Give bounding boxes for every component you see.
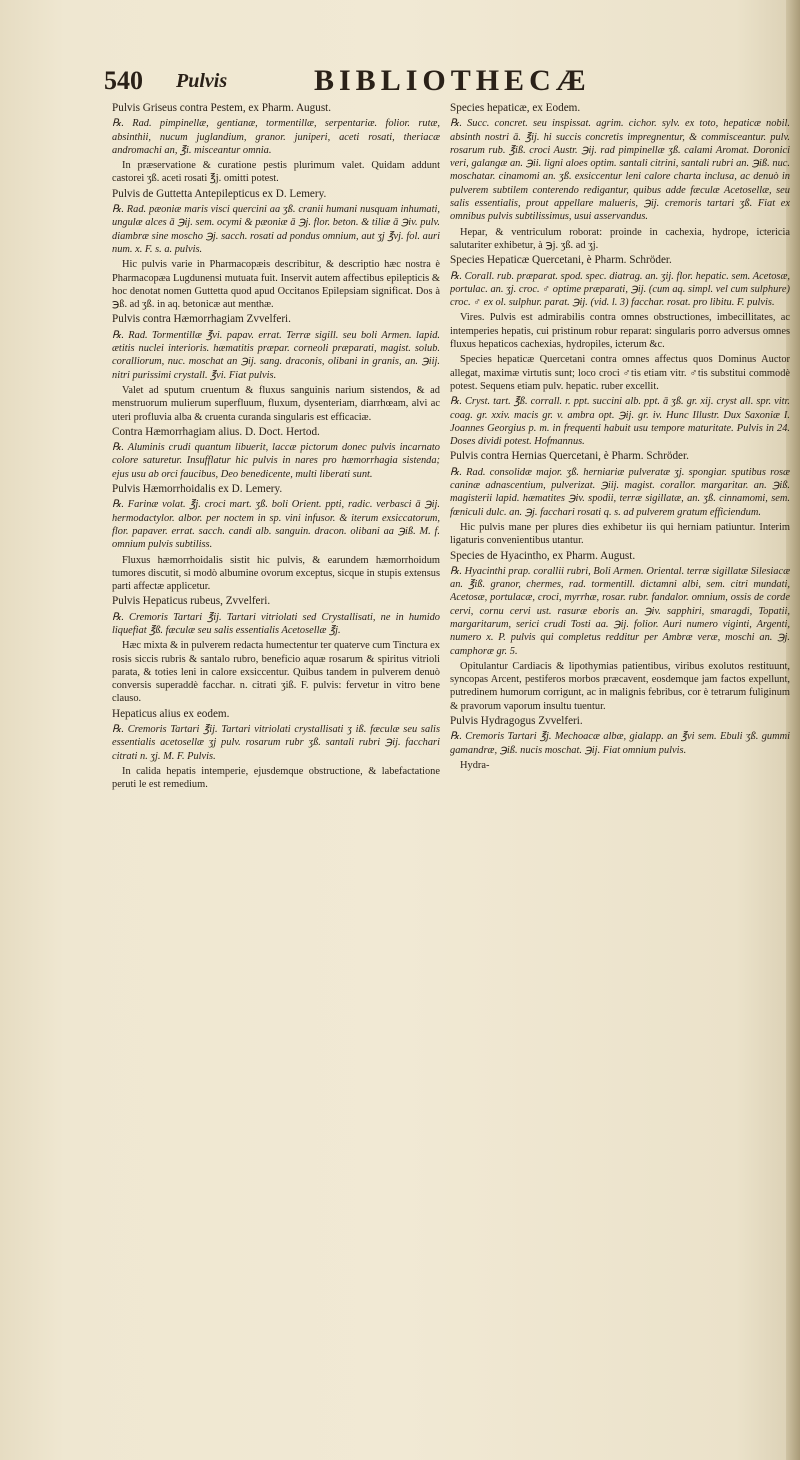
recipe-text: ℞. Cremoris Tartari ℥ij. Tartari vitriolati crystallisati ʒ iß. fæculæ seu salis essentialis acetosellæ ʒj pulv. rosarum rubr ʒß. santali rubri ℈ij. facchari citrati n. ʒj. M. F. Pulvis.	[112, 724, 440, 762]
section-heading: Pulvis contra Hæmorrhagiam Zvvelferi.	[112, 313, 291, 326]
section-heading: Pulvis Hydragogus Zvvelferi.	[450, 715, 583, 728]
page-title: BIBLIOTHECÆ	[314, 64, 591, 97]
paragraph: In præservatione & curatione pestis plurimum valet. Quidam addunt castorei ʒß. aceti rosati ℥j. omitti potest.	[112, 160, 440, 185]
paragraph: Opitulantur Cardiacis & lipothymias patientibus, viribus exolutos restituunt, syncopas Arcent, pestiferos morbos præcavent, eosdemque jam factos expellunt, putredinem humorum corrigunt, ac in malignis febribus, cor è tetrarum fuliginum & pravorum vaporum insultu tuentur.	[450, 660, 790, 712]
recipe-text: ℞. Corall. rub. præparat. spod. spec. diatrag. an. ʒij. flor. hepatic. sem. Acetosæ, portulac. an. ʒj. croc. ♂ optime præparati, ℈ij. (cum aq. simpl. vel cum sulphure) croc. ♂ ex ol. sulphur. parat. ℈ij. (vid. l. 3) facchar. rosat. pro libitu. F. pulvis.	[450, 270, 790, 309]
recipe-text: ℞. Rad. pæoniæ maris visci quercini aa ʒß. cranii humani nusquam inhumati, ungulæ alces ā ℈ij. sem. ocymi & pæoniæ ā ℈j. flor. beton. & tiliæ ā ℈iv. pulv. diambræ sine moscho ℈j. sacch. rosati ad pondus omnium, aut ʒj ℥vj. fol. auri num. x. F. s. a. pulvis.	[112, 204, 440, 255]
paragraph: In calida hepatis intemperie, ejusdemque obstructione, & labefactatione peruti le est remedium.	[112, 765, 440, 791]
paragraph: Valet ad sputum cruentum & fluxus sanguinis narium sistendos, & ad menstruorum mulierum superfluum, fluxum, dysenteriam, diarrhœam, alvi ac uteri profluvia alba & cruenta curanda singularis est efficaciæ.	[112, 384, 440, 423]
recipe-text: ℞. Hyacinthi prap. corallii rubri, Boli Armen. Oriental. terræ sigillatæ Silesiacæ an. ℥iß. granor, chermes, rad. tormentill. dictamni albi, sem. citri mundati, Acetosæ, portulacæ, croci, myrrhæ, rosar. rubr. fandalor. omnium, ossis de corde cervi, cornu cervi ust. rasuræ eboris an. ℈iv. sapphiri, smaragdi, Topatii, margaritarum, serici crudi Tosti aa. ℈ij. folior. Auri numero viginti, Argenti, numero x. P. pulvis qui completus redditur per Ambræ veræ, moschi an. ℈j. camphoræ gr. 5.	[450, 565, 790, 657]
recipe-text: ℞. Aluminis crudi quantum libuerit, laccæ pictorum donec pulvis incarnato colore saturetur. Insufflatur hic pulvis in nares pro hæmorrhagia sistenda; ejus usu ab orci faucibus, Deo benedicente, multi liberati sunt.	[112, 442, 440, 480]
left-column	[112, 102, 440, 1442]
page-number: 540	[104, 66, 143, 95]
right-column	[450, 102, 790, 1442]
recipe-text: ℞. Rad. Tormentillæ ℥vi. papav. errat. Terræ sigill. seu boli Armen. lapid. ætitis nuclei interioris. hæmatitis præpar. corneoli præparati, magist. solub. coralliorum, nuc. moschat an ℈ij. sang. draconis, olibani in granis, an. ℈iij. nitri purissimi crystall. ℥vi. Fiat pulvis.	[112, 329, 440, 381]
page-header	[104, 60, 784, 100]
paragraph: Fluxus hæmorrhoidalis sistit hic pulvis, & earundem hæmorrhoidum tumores discutit, si modò albumine ovorum exceptus, sicque in stupis extensus parti affectæ applicetur.	[112, 554, 440, 593]
recipe-text: ℞. Cremoris Tartari ℥j. Mechoacæ albæ, gialapp. an ℥vi sem. Ebuli ʒß. gummi gamandræ, ℈iß. nucis moschat. ℈ij. Fiat omnium pulvis.	[450, 731, 790, 756]
section-heading: Species de Hyacintho, ex Pharm. August.	[450, 549, 636, 562]
recipe-text: ℞. Rad. consolidæ major. ʒß. herniariæ pulveratæ ʒj. spongiar. sputibus rosæ caninæ adnascentium, pulverizat. ℈iij. magist. corallor. margaritar. an. ℈iß. magisterii lapid. hæmatites ℈iv. spodii, terræ sigillatæ, an. ʒß. cinnamomi, sem. fœniculi dulc. an. ℈j. facchari rosati q. s. ad pulverem gratum efficiendum.	[450, 466, 790, 518]
paragraph: Species hepaticæ Quercetani contra omnes affectus quos Dominus Auctor allegat, maximæ virtutis sunt; loco croci ♂tis etiam vitr. ♂tis substitui commodè potest. Sequens etiam pulv. hepatic. ruber excellit.	[450, 354, 790, 392]
section-heading: Species hepaticæ, ex Eodem.	[450, 102, 581, 114]
running-head: Pulvis	[176, 70, 228, 92]
recipe-text: ℞. Cremoris Tartari ℥ij. Tartari vitriolati sed Crystallisati, ne in humido liquefiat ℥ß. fæculæ seu salis essentialis Acetosellæ ℥j.	[112, 611, 440, 636]
recipe-text: ℞. Succ. concret. seu inspissat. agrim. cichor. sylv. ex toto, hepaticæ nobil. absinth nostri ā. ℥ij. hi succis concretis impregnentur, & commisceantur. pulv. rosarum rub. ℥iß. croci Austr. ℈ij. rad pimpinellæ ʒß. calami Aromat. Doronici veri, galangæ an. ℈ii. ligni aloes optim. santali citrini, santali rubri an. ℈iß. nuc. moschatar. cinamomi an. ʒß. exsiccentur leni calore charta inclusa, ac denuò in pulverem subtilem conterendo redigantur, quibus adde fæculæ Acetosellæ, seu salis essentialis, prout appellare malueris, ℈ij. cremoris tartari ʒß. Fiat ex omnibus pulvis subtilissimus, usui asservandus.	[450, 118, 790, 223]
recipe-text: ℞. Rad. pimpinellæ, gentianæ, tormentillæ, serpentariæ. folior. rutæ, absinthii, nucum juglandium, granor. juniperi, aceti rosati, theriacæ andromachi an, ℥i. misceantur omnia.	[112, 118, 440, 156]
section-heading: Pulvis Hæmorrhoidalis ex D. Lemery.	[112, 483, 283, 496]
recipe-text: ℞. Farinæ volat. ℥j. croci mart. ʒß. boli Orient. ppti, radic. verbasci ā ℈ij. hermodactylor. albor. per noctem in sp. vini infusor. & iterum exsiccatorum, flor. papaver. errat. sacch. candi alb. sanguin. dracon. olibani aa ℈iß. M. f. omnium pulvis subtiliss.	[112, 499, 440, 551]
paragraph: Hydra-	[460, 759, 490, 771]
paragraph: Hepar, & ventriculum roborat: proinde in cachexia, hydrope, ictericia salutariter exhibetur, à ℈j. ʒß. ad ʒj.	[450, 226, 790, 251]
section-heading: Pulvis Hepaticus rubeus, Zvvelferi.	[112, 595, 271, 608]
paragraph: Vires. Pulvis est admirabilis contra omnes obstructiones, imbecillitates, ac intemperies hepatis, cui pristinum robur reparat: singularis porro adversus omnes fluxus hepaticos cachexias, hydropiles, icterum &c.	[450, 312, 790, 351]
section-heading: Pulvis contra Hernias Quercetani, è Pharm. Schröder.	[450, 450, 689, 463]
recipe-text: ℞. Cryst. tart. ℥ß. corrall. r. ppt. succini alb. ppt. ā ʒß. gr. xij. cryst all. spr. vitr. coag. gr. xxiv. macis gr. v. ambra opt. ℈ij. gr. iv. Hunc Illustr. Dux Saxoniæ I. Joannes Georgius p. m. in frequenti habuit usu tempore maturitate. Pulvis in 24. Doses dividi potest. Hofmannus.	[450, 396, 790, 448]
section-heading: Species Hepaticæ Quercetani, è Pharm. Schröder.	[450, 254, 672, 267]
paragraph: Hic pulvis mane per plures dies exhibetur iis qui herniam patiuntur. Interim ligaturis convenientibus utantur.	[450, 521, 790, 547]
section-heading: Pulvis Griseus contra Pestem, ex Pharm. August.	[112, 102, 332, 114]
section-heading: Contra Hæmorrhagiam alius. D. Doct. Hertod.	[112, 425, 320, 438]
paragraph: Hic pulvis varie in Pharmacopæis describitur, & descriptio hæc nostra è Pharmacopæa Lugdunensi mutuata fuit. Inservit autem affectibus epilepticis & hoc denotat nomen Guttetta quod apud Occitanos Epilepsiam significat. Dos à ℈ß. ad ʒß. in aq. betonicæ aut menthæ.	[112, 259, 440, 311]
paragraph: Hæc mixta & in pulverem redacta humectentur ter quaterve cum Tinctura ex rosis siccis rubris & santalo rubro, beneficio aquæ rosarum & spiritus vitrioli parata, & toties leni in calore exsiccentur. Quibus tandem in pulverem denuò conversis superaddè facchar. n. citrati ʒiß. F. pulvis: fervetur in vitro bene clauso.	[112, 640, 440, 705]
section-heading: Pulvis de Guttetta Antepilepticus ex D. Lemery.	[112, 187, 327, 200]
section-heading: Hepaticus alius ex eodem.	[112, 707, 230, 720]
